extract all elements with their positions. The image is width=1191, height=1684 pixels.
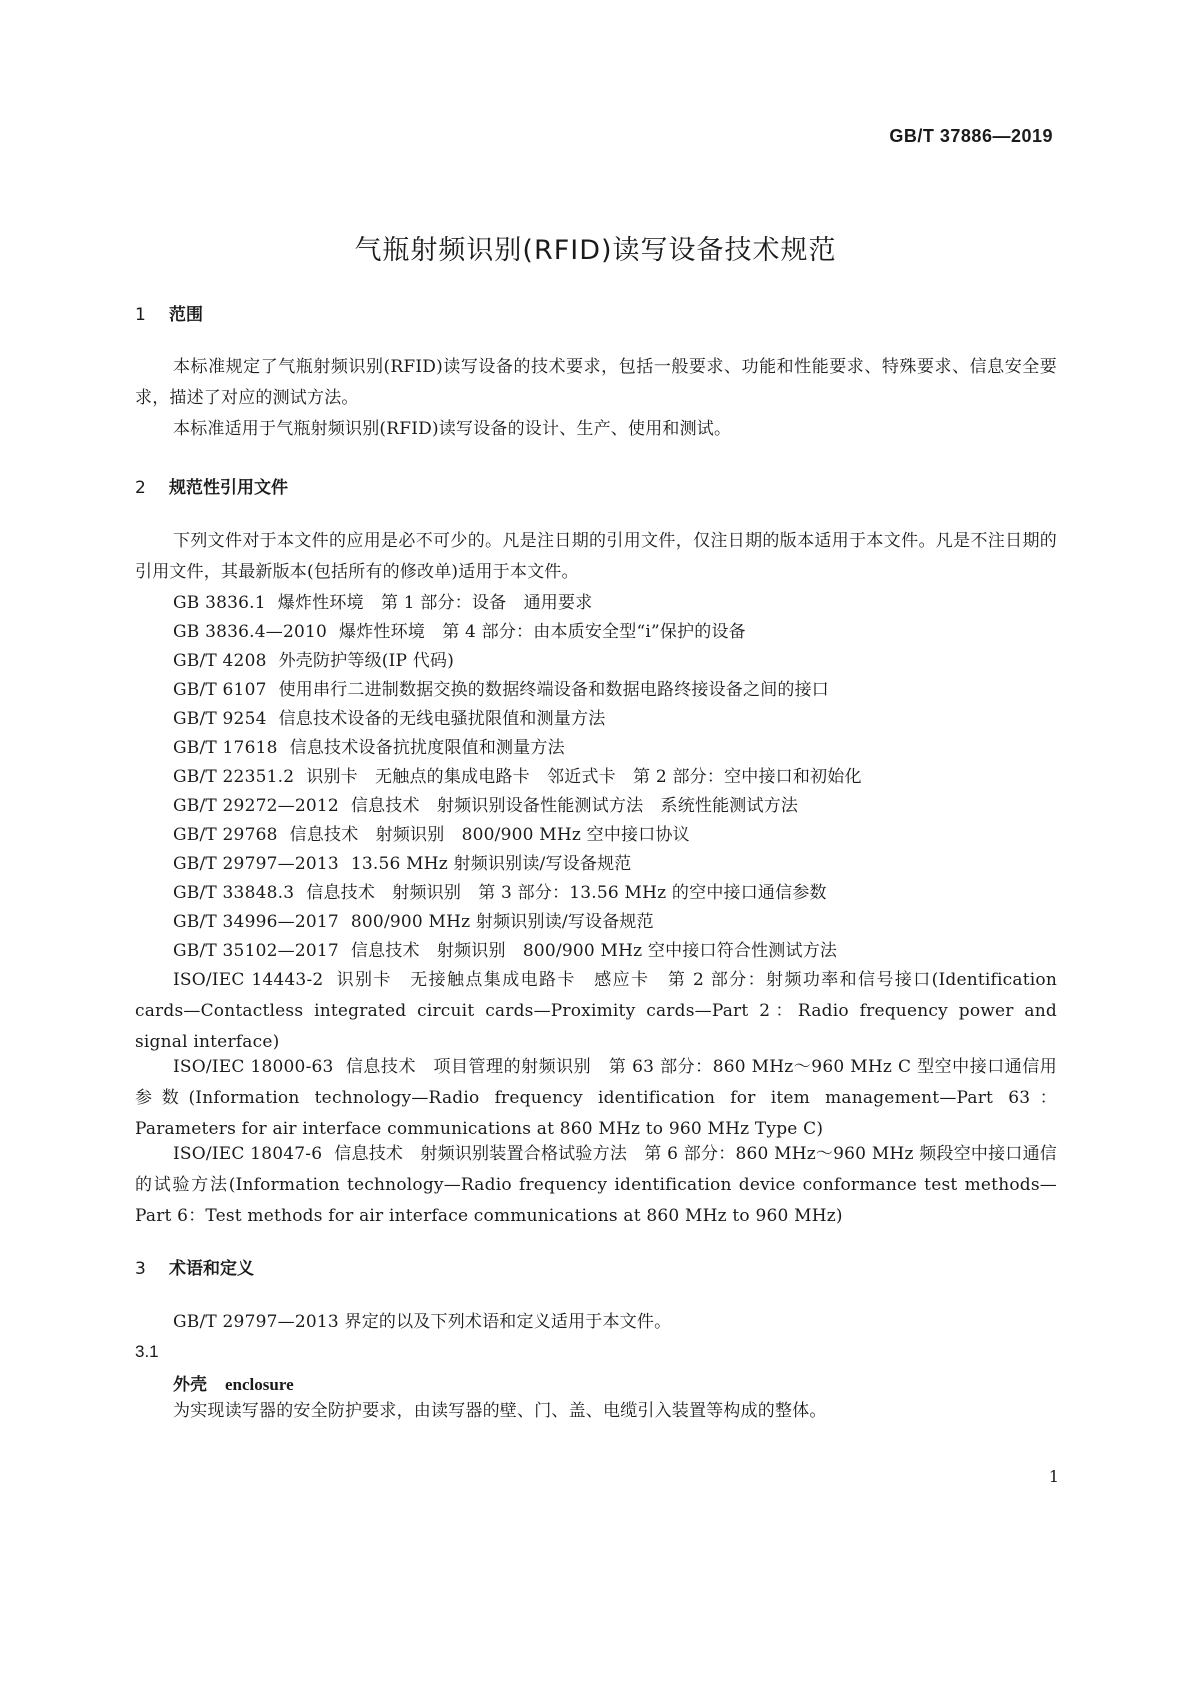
reference-title: 识别卡 无触点的集成电路卡 邻近式卡 第 2 部分：空中接口和初始化 xyxy=(306,767,862,787)
reference-item xyxy=(173,849,631,880)
reference-item xyxy=(173,907,654,938)
scope-paragraph-2: 本标准适用于气瓶射频识别(RFID)读写设备的设计、生产、使用和测试。 xyxy=(173,419,732,439)
term-name-zh: 外壳 xyxy=(173,1375,207,1395)
reference-item xyxy=(173,791,798,822)
term-name-en: enclosure xyxy=(225,1375,294,1394)
term-definition: 为实现读写器的安全防护要求，由读写器的壁、门、盖、电缆引入装置等构成的整体。 xyxy=(173,1401,827,1421)
normative-references-intro: 下列文件对于本文件的应用是必不可少的。凡是注日期的引用文件，仅注日期的版本适用于本文件。凡是不注日期的引用文件，其最新版本(包括所有的修改单)适用于本文件。 xyxy=(135,531,1057,582)
reference-title: 信息技术设备的无线电骚扰限值和测量方法 xyxy=(278,709,606,729)
reference-code: GB/T 34996—2017 xyxy=(173,912,339,932)
term-number: 3.1 xyxy=(135,1342,159,1361)
scope-paragraph-1: 本标准规定了气瓶射频识别(RFID)读写设备的技术要求，包括一般要求、功能和性能要求、特殊要求、信息安全要求，描述了对应的测试方法。 xyxy=(135,357,1057,408)
section-3-heading xyxy=(135,1254,254,1279)
reference-item xyxy=(173,704,605,735)
reference-code: ISO/IEC 18000-63 xyxy=(173,1057,334,1077)
document-title: 气瓶射频识别(RFID)读写设备技术规范 xyxy=(354,235,837,266)
reference-code: GB/T 9254 xyxy=(173,709,267,729)
section-2-title: 规范性引用文件 xyxy=(169,478,288,498)
reference-code: GB/T 29272—2012 xyxy=(173,796,339,816)
reference-title: 信息技术 射频识别装置合格试验方法 第 6 部分：860 MHz～960 MHz 频段空中接口通信的试验方法(Information technology—Radio frequency identification device conformance test methods—Part 6：Test methods for air interface communications at 860 MHz to 960 MHz) xyxy=(135,1144,1058,1226)
section-2-heading xyxy=(135,473,288,498)
reference-item xyxy=(173,936,837,967)
reference-title: 信息技术 项目管理的射频识别 第 63 部分：860 MHz～960 MHz C 型空中接口通信用参数(Information technology—Radio frequency identification for item management—Part 63：Parameters for air interface communications at 860 MHz to 960 MHz Type C) xyxy=(135,1057,1057,1139)
section-3-number: 3 xyxy=(135,1259,146,1279)
reference-item xyxy=(173,878,827,909)
section-1-heading xyxy=(135,300,203,325)
reference-title: 信息技术 射频识别 800/900 MHz 空中接口协议 xyxy=(289,825,690,845)
reference-item xyxy=(173,733,565,764)
reference-title: 13.56 MHz 射频识别读/写设备规范 xyxy=(350,854,632,874)
reference-item xyxy=(173,646,454,677)
term-name xyxy=(173,1370,294,1395)
section-3-title: 术语和定义 xyxy=(169,1259,254,1279)
reference-item xyxy=(173,820,690,851)
section-2-number: 2 xyxy=(135,478,146,498)
reference-code: GB/T 29797—2013 xyxy=(173,854,339,874)
reference-title: 识别卡 无接触点集成电路卡 感应卡 第 2 部分：射频功率和信号接口(Identification cards—Contactless integrated circuit cards—Proximity cards—Part 2：Radio frequency power and signal interface) xyxy=(135,970,1057,1052)
terms-intro: GB/T 29797—2013 界定的以及下列术语和定义适用于本文件。 xyxy=(173,1312,672,1332)
reference-title: 爆炸性环境 第 1 部分：设备 通用要求 xyxy=(277,593,593,613)
reference-code: ISO/IEC 14443-2 xyxy=(173,970,324,990)
page-number: 1 xyxy=(1048,1467,1059,1486)
reference-code: GB 3836.4—2010 xyxy=(173,622,328,642)
section-1-title: 范围 xyxy=(169,305,203,325)
reference-item xyxy=(173,762,862,793)
reference-title: 800/900 MHz 射频识别读/写设备规范 xyxy=(350,912,654,932)
reference-code: GB/T 17618 xyxy=(173,738,278,758)
reference-item-long xyxy=(135,1052,1057,1145)
reference-title: 信息技术设备抗扰度限值和测量方法 xyxy=(289,738,565,758)
reference-title: 使用串行二进制数据交换的数据终端设备和数据电路终接设备之间的接口 xyxy=(278,680,830,700)
reference-item xyxy=(173,617,746,648)
reference-title: 信息技术 射频识别 第 3 部分：13.56 MHz 的空中接口通信参数 xyxy=(306,883,827,903)
reference-code: ISO/IEC 18047-6 xyxy=(173,1144,323,1164)
reference-code: GB/T 33848.3 xyxy=(173,883,295,903)
reference-item xyxy=(173,588,592,619)
reference-code: GB/T 4208 xyxy=(173,651,267,671)
section-1-number: 1 xyxy=(135,305,146,325)
standard-number: GB/T 37886—2019 xyxy=(889,126,1053,146)
reference-title: 信息技术 射频识别 800/900 MHz 空中接口符合性测试方法 xyxy=(350,941,838,961)
reference-title: 外壳防护等级(IP 代码) xyxy=(278,651,455,671)
reference-code: GB/T 29768 xyxy=(173,825,278,845)
reference-item-long xyxy=(135,1139,1057,1232)
reference-item xyxy=(173,675,829,706)
reference-code: GB 3836.1 xyxy=(173,593,266,613)
reference-code: GB/T 22351.2 xyxy=(173,767,295,787)
reference-code: GB/T 6107 xyxy=(173,680,267,700)
reference-title: 信息技术 射频识别设备性能测试方法 系统性能测试方法 xyxy=(350,796,799,816)
reference-title: 爆炸性环境 第 4 部分：由本质安全型“i”保护的设备 xyxy=(339,622,746,642)
reference-code: GB/T 35102—2017 xyxy=(173,941,339,961)
reference-item-long xyxy=(135,965,1057,1058)
